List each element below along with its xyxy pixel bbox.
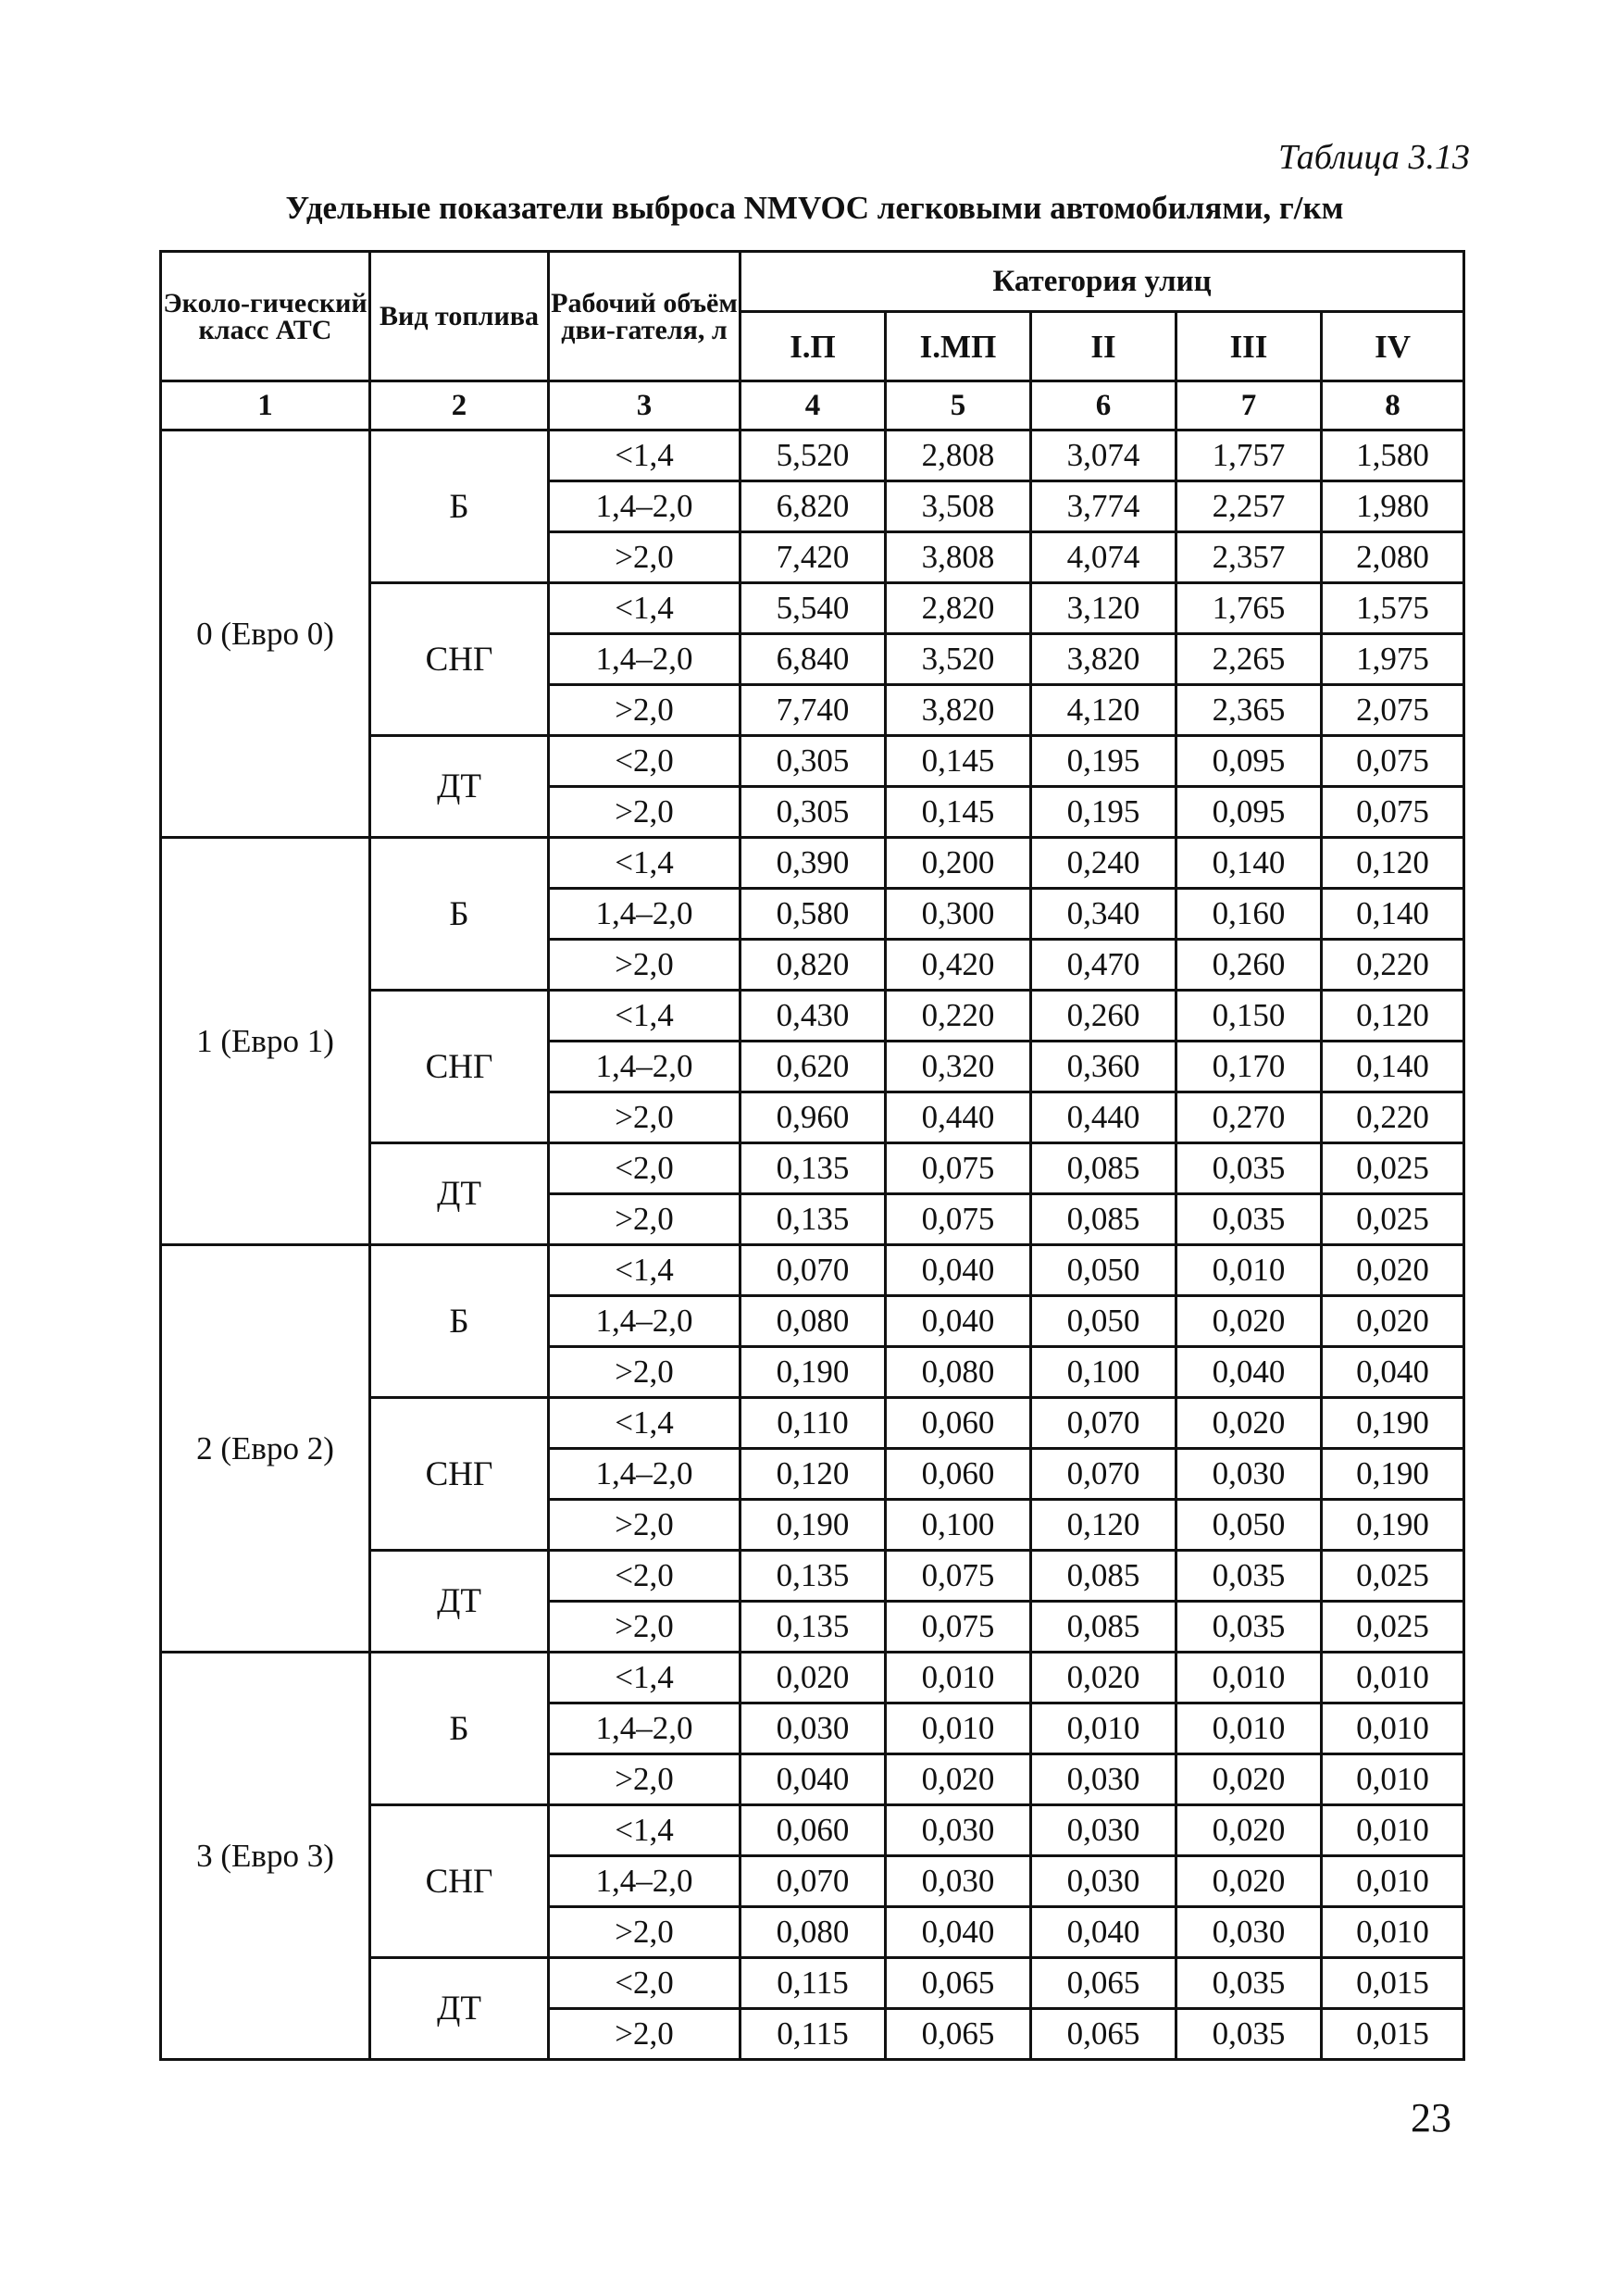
engine-volume-cell: <1,4	[549, 430, 741, 481]
emission-value-cell: 0,010	[1176, 1703, 1322, 1754]
emission-value-cell: 0,030	[741, 1703, 886, 1754]
emission-value-cell: 0,075	[1322, 787, 1464, 838]
emission-value-cell: 0,300	[886, 889, 1031, 940]
fuel-type-cell: СНГ	[370, 991, 549, 1143]
fuel-type-cell: ДТ	[370, 1143, 549, 1245]
emission-value-cell: 4,120	[1031, 685, 1176, 736]
emission-value-cell: 0,270	[1176, 1092, 1322, 1143]
emission-value-cell: 0,010	[1322, 1653, 1464, 1703]
emission-value-cell: 0,020	[1176, 1754, 1322, 1805]
engine-volume-cell: <1,4	[549, 1398, 741, 1449]
emission-value-cell: 0,050	[1176, 1500, 1322, 1551]
emission-value-cell: 0,010	[1322, 1805, 1464, 1856]
emission-value-cell: 0,120	[1031, 1500, 1176, 1551]
emission-value-cell: 0,025	[1322, 1194, 1464, 1245]
header-volume: Рабочий объём дви-гателя, л	[549, 252, 741, 381]
emission-value-cell: 0,140	[1176, 838, 1322, 889]
table-body	[161, 381, 1464, 2060]
emission-value-cell: 0,170	[1176, 1042, 1322, 1092]
emission-value-cell: 0,070	[741, 1856, 886, 1907]
emission-value-cell: 0,025	[1322, 1602, 1464, 1653]
emission-value-cell: 0,190	[741, 1347, 886, 1398]
engine-volume-cell: >2,0	[549, 1602, 741, 1653]
emission-value-cell: 0,060	[741, 1805, 886, 1856]
table-row	[161, 838, 1464, 889]
emission-value-cell: 0,120	[1322, 838, 1464, 889]
header-eco-class: Эколо-гический класс АТС	[161, 252, 370, 381]
table-row	[161, 1653, 1464, 1703]
emission-value-cell: 0,030	[1031, 1805, 1176, 1856]
emission-value-cell: 0,040	[886, 1296, 1031, 1347]
fuel-type-cell: Б	[370, 1653, 549, 1805]
emission-value-cell: 0,065	[1031, 1958, 1176, 2009]
emission-value-cell: 0,030	[1176, 1907, 1322, 1958]
emission-value-cell: 0,220	[1322, 1092, 1464, 1143]
emission-value-cell: 0,020	[1322, 1245, 1464, 1296]
emission-value-cell: 0,195	[1031, 736, 1176, 787]
emission-value-cell: 0,195	[1031, 787, 1176, 838]
emission-value-cell: 0,040	[1322, 1347, 1464, 1398]
engine-volume-cell: <1,4	[549, 1653, 741, 1703]
emission-value-cell: 0,010	[886, 1703, 1031, 1754]
emission-value-cell: 0,320	[886, 1042, 1031, 1092]
emission-value-cell: 1,765	[1176, 583, 1322, 634]
emission-value-cell: 0,070	[741, 1245, 886, 1296]
emission-value-cell: 0,020	[1176, 1296, 1322, 1347]
emission-value-cell: 0,035	[1176, 1551, 1322, 1602]
emission-value-cell: 0,110	[741, 1398, 886, 1449]
emission-value-cell: 0,260	[1031, 991, 1176, 1042]
emission-value-cell: 0,305	[741, 736, 886, 787]
emission-value-cell: 0,020	[1176, 1398, 1322, 1449]
emission-value-cell: 0,190	[1322, 1449, 1464, 1500]
header-fuel: Вид топлива	[370, 252, 549, 381]
emission-value-cell: 0,120	[1322, 991, 1464, 1042]
emission-value-cell: 0,085	[1031, 1143, 1176, 1194]
emission-value-cell: 0,135	[741, 1602, 886, 1653]
engine-volume-cell: <1,4	[549, 1805, 741, 1856]
emission-value-cell: 0,145	[886, 787, 1031, 838]
engine-volume-cell: >2,0	[549, 2009, 741, 2060]
column-number: 3	[549, 381, 741, 430]
emission-value-cell: 2,820	[886, 583, 1031, 634]
emission-value-cell: 0,065	[886, 1958, 1031, 2009]
emission-value-cell: 0,020	[1176, 1805, 1322, 1856]
emission-value-cell: 0,020	[741, 1653, 886, 1703]
engine-volume-cell: <2,0	[549, 1551, 741, 1602]
emission-value-cell: 0,010	[1322, 1754, 1464, 1805]
emission-value-cell: 0,120	[741, 1449, 886, 1500]
column-number: 8	[1322, 381, 1464, 430]
column-number: 6	[1031, 381, 1176, 430]
page-number: 23	[1411, 2095, 1451, 2140]
emission-value-cell: 0,100	[886, 1500, 1031, 1551]
emission-value-cell: 0,075	[1322, 736, 1464, 787]
eco-class-cell: 3 (Евро 3)	[161, 1653, 370, 2060]
emission-value-cell: 2,265	[1176, 634, 1322, 685]
emission-value-cell: 0,030	[886, 1856, 1031, 1907]
fuel-type-cell: СНГ	[370, 1398, 549, 1551]
emission-value-cell: 0,470	[1031, 940, 1176, 991]
emission-value-cell: 0,010	[1176, 1245, 1322, 1296]
emission-value-cell: 0,140	[1322, 1042, 1464, 1092]
engine-volume-cell: >2,0	[549, 787, 741, 838]
fuel-type-cell: Б	[370, 838, 549, 991]
emission-value-cell: 4,074	[1031, 532, 1176, 583]
emission-value-cell: 0,220	[886, 991, 1031, 1042]
emission-value-cell: 0,140	[1322, 889, 1464, 940]
emission-value-cell: 0,065	[1031, 2009, 1176, 2060]
engine-volume-cell: 1,4–2,0	[549, 1856, 741, 1907]
emission-value-cell: 2,357	[1176, 532, 1322, 583]
emission-value-cell: 0,100	[1031, 1347, 1176, 1398]
fuel-type-cell: ДТ	[370, 1551, 549, 1653]
emission-value-cell: 3,120	[1031, 583, 1176, 634]
fuel-type-cell: ДТ	[370, 736, 549, 838]
column-number: 7	[1176, 381, 1322, 430]
emission-value-cell: 0,075	[886, 1551, 1031, 1602]
engine-volume-cell: <2,0	[549, 736, 741, 787]
engine-volume-cell: >2,0	[549, 532, 741, 583]
engine-volume-cell: <2,0	[549, 1958, 741, 2009]
emission-value-cell: 0,020	[1176, 1856, 1322, 1907]
emission-value-cell: 0,960	[741, 1092, 886, 1143]
fuel-type-cell: Б	[370, 430, 549, 583]
emission-value-cell: 0,025	[1322, 1143, 1464, 1194]
emission-value-cell: 1,980	[1322, 481, 1464, 532]
emission-value-cell: 5,520	[741, 430, 886, 481]
emission-value-cell: 0,020	[1031, 1653, 1176, 1703]
emission-value-cell: 0,440	[886, 1092, 1031, 1143]
emission-value-cell: 0,085	[1031, 1602, 1176, 1653]
emission-value-cell: 7,420	[741, 532, 886, 583]
engine-volume-cell: 1,4–2,0	[549, 1449, 741, 1500]
emission-value-cell: 0,030	[1031, 1856, 1176, 1907]
engine-volume-cell: <1,4	[549, 991, 741, 1042]
emission-value-cell: 0,190	[1322, 1398, 1464, 1449]
emission-value-cell: 0,135	[741, 1143, 886, 1194]
emission-value-cell: 0,115	[741, 1958, 886, 2009]
emission-value-cell: 0,035	[1176, 1143, 1322, 1194]
emission-value-cell: 0,200	[886, 838, 1031, 889]
emission-value-cell: 0,075	[886, 1143, 1031, 1194]
engine-volume-cell: >2,0	[549, 940, 741, 991]
engine-volume-cell: >2,0	[549, 1500, 741, 1551]
emission-value-cell: 1,580	[1322, 430, 1464, 481]
emission-value-cell: 6,820	[741, 481, 886, 532]
emission-value-cell: 1,757	[1176, 430, 1322, 481]
fuel-type-cell: ДТ	[370, 1958, 549, 2060]
emission-value-cell: 0,020	[886, 1754, 1031, 1805]
engine-volume-cell: <2,0	[549, 1143, 741, 1194]
emission-value-cell: 0,010	[1322, 1856, 1464, 1907]
engine-volume-cell: >2,0	[549, 1194, 741, 1245]
emission-value-cell: 0,085	[1031, 1194, 1176, 1245]
emission-value-cell: 2,257	[1176, 481, 1322, 532]
emission-value-cell: 0,305	[741, 787, 886, 838]
column-number: 1	[161, 381, 370, 430]
emission-value-cell: 0,010	[886, 1653, 1031, 1703]
emission-value-cell: 3,520	[886, 634, 1031, 685]
emission-value-cell: 0,020	[1322, 1296, 1464, 1347]
emission-value-cell: 0,010	[1176, 1653, 1322, 1703]
emission-value-cell: 2,080	[1322, 532, 1464, 583]
emission-value-cell: 0,440	[1031, 1092, 1176, 1143]
engine-volume-cell: <1,4	[549, 1245, 741, 1296]
emission-value-cell: 0,040	[1031, 1907, 1176, 1958]
emission-value-cell: 0,075	[886, 1194, 1031, 1245]
emission-value-cell: 0,220	[1322, 940, 1464, 991]
emissions-table	[159, 250, 1465, 2061]
emission-value-cell: 0,095	[1176, 736, 1322, 787]
header-category: III	[1176, 312, 1322, 381]
column-number: 5	[886, 381, 1031, 430]
table-title: Удельные показатели выброса NMVOC легковыми автомобилями, г/км	[285, 190, 1344, 226]
emission-value-cell: 0,080	[886, 1347, 1031, 1398]
emission-value-cell: 0,050	[1031, 1245, 1176, 1296]
engine-volume-cell: 1,4–2,0	[549, 889, 741, 940]
column-number: 4	[741, 381, 886, 430]
engine-volume-cell: 1,4–2,0	[549, 481, 741, 532]
engine-volume-cell: 1,4–2,0	[549, 1042, 741, 1092]
emission-value-cell: 0,030	[886, 1805, 1031, 1856]
eco-class-cell: 1 (Евро 1)	[161, 838, 370, 1245]
eco-class-cell: 2 (Евро 2)	[161, 1245, 370, 1653]
engine-volume-cell: <1,4	[549, 838, 741, 889]
emission-value-cell: 0,070	[1031, 1449, 1176, 1500]
engine-volume-cell: 1,4–2,0	[549, 1703, 741, 1754]
emission-value-cell: 0,035	[1176, 2009, 1322, 2060]
emission-value-cell: 0,150	[1176, 991, 1322, 1042]
emission-value-cell: 0,070	[1031, 1398, 1176, 1449]
engine-volume-cell: >2,0	[549, 1092, 741, 1143]
emission-value-cell: 0,010	[1322, 1907, 1464, 1958]
emission-value-cell: 0,035	[1176, 1602, 1322, 1653]
emission-value-cell: 2,075	[1322, 685, 1464, 736]
emission-value-cell: 0,135	[741, 1194, 886, 1245]
emission-value-cell: 0,060	[886, 1398, 1031, 1449]
header-category: I.П	[741, 312, 886, 381]
emission-value-cell: 5,540	[741, 583, 886, 634]
emission-value-cell: 0,085	[1031, 1551, 1176, 1602]
emission-value-cell: 0,115	[741, 2009, 886, 2060]
emission-value-cell: 0,160	[1176, 889, 1322, 940]
emission-value-cell: 0,060	[886, 1449, 1031, 1500]
emission-value-cell: 0,010	[1031, 1703, 1176, 1754]
emission-value-cell: 0,040	[741, 1754, 886, 1805]
header-category: II	[1031, 312, 1176, 381]
emission-value-cell: 0,620	[741, 1042, 886, 1092]
emission-value-cell: 6,840	[741, 634, 886, 685]
emission-value-cell: 0,025	[1322, 1551, 1464, 1602]
engine-volume-cell: >2,0	[549, 1347, 741, 1398]
engine-volume-cell: >2,0	[549, 1907, 741, 1958]
emission-value-cell: 1,575	[1322, 583, 1464, 634]
emission-value-cell: 0,080	[741, 1296, 886, 1347]
emission-value-cell: 3,074	[1031, 430, 1176, 481]
header-street-category: Категория улиц	[741, 252, 1464, 312]
header-category: I.МП	[886, 312, 1031, 381]
emission-value-cell: 0,035	[1176, 1194, 1322, 1245]
emission-value-cell: 3,808	[886, 532, 1031, 583]
emission-value-cell: 0,360	[1031, 1042, 1176, 1092]
engine-volume-cell: <1,4	[549, 583, 741, 634]
emission-value-cell: 3,820	[1031, 634, 1176, 685]
table-caption: Таблица 3.13	[1278, 138, 1470, 177]
emission-value-cell: 0,820	[741, 940, 886, 991]
emission-value-cell: 0,190	[741, 1500, 886, 1551]
engine-volume-cell: 1,4–2,0	[549, 1296, 741, 1347]
emission-value-cell: 0,030	[1031, 1754, 1176, 1805]
emission-value-cell: 0,010	[1322, 1703, 1464, 1754]
emission-value-cell: 0,420	[886, 940, 1031, 991]
emission-value-cell: 0,095	[1176, 787, 1322, 838]
emission-value-cell: 2,808	[886, 430, 1031, 481]
emission-value-cell: 3,820	[886, 685, 1031, 736]
emission-value-cell: 0,050	[1031, 1296, 1176, 1347]
emission-value-cell: 0,145	[886, 736, 1031, 787]
emission-value-cell: 0,580	[741, 889, 886, 940]
column-numbers-row	[161, 381, 1464, 430]
emission-value-cell: 0,065	[886, 2009, 1031, 2060]
emission-value-cell: 0,080	[741, 1907, 886, 1958]
emission-value-cell: 0,040	[886, 1907, 1031, 1958]
emission-value-cell: 0,260	[1176, 940, 1322, 991]
engine-volume-cell: >2,0	[549, 685, 741, 736]
eco-class-cell: 0 (Евро 0)	[161, 430, 370, 838]
table-row	[161, 1245, 1464, 1296]
emission-value-cell: 0,340	[1031, 889, 1176, 940]
fuel-type-cell: СНГ	[370, 583, 549, 736]
emission-value-cell: 0,015	[1322, 1958, 1464, 2009]
header-category: IV	[1322, 312, 1464, 381]
emission-value-cell: 0,030	[1176, 1449, 1322, 1500]
emission-value-cell: 0,040	[886, 1245, 1031, 1296]
emission-value-cell: 0,390	[741, 838, 886, 889]
emission-value-cell: 0,430	[741, 991, 886, 1042]
emission-value-cell: 3,508	[886, 481, 1031, 532]
column-number: 2	[370, 381, 549, 430]
emission-value-cell: 2,365	[1176, 685, 1322, 736]
emission-value-cell: 0,035	[1176, 1958, 1322, 2009]
emission-value-cell: 0,040	[1176, 1347, 1322, 1398]
emission-value-cell: 1,975	[1322, 634, 1464, 685]
table-row	[161, 430, 1464, 481]
emission-value-cell: 0,135	[741, 1551, 886, 1602]
emission-value-cell: 7,740	[741, 685, 886, 736]
emission-value-cell: 0,190	[1322, 1500, 1464, 1551]
fuel-type-cell: Б	[370, 1245, 549, 1398]
engine-volume-cell: >2,0	[549, 1754, 741, 1805]
emission-value-cell: 3,774	[1031, 481, 1176, 532]
emission-value-cell: 0,240	[1031, 838, 1176, 889]
engine-volume-cell: 1,4–2,0	[549, 634, 741, 685]
emission-value-cell: 0,075	[886, 1602, 1031, 1653]
emission-value-cell: 0,015	[1322, 2009, 1464, 2060]
fuel-type-cell: СНГ	[370, 1805, 549, 1958]
